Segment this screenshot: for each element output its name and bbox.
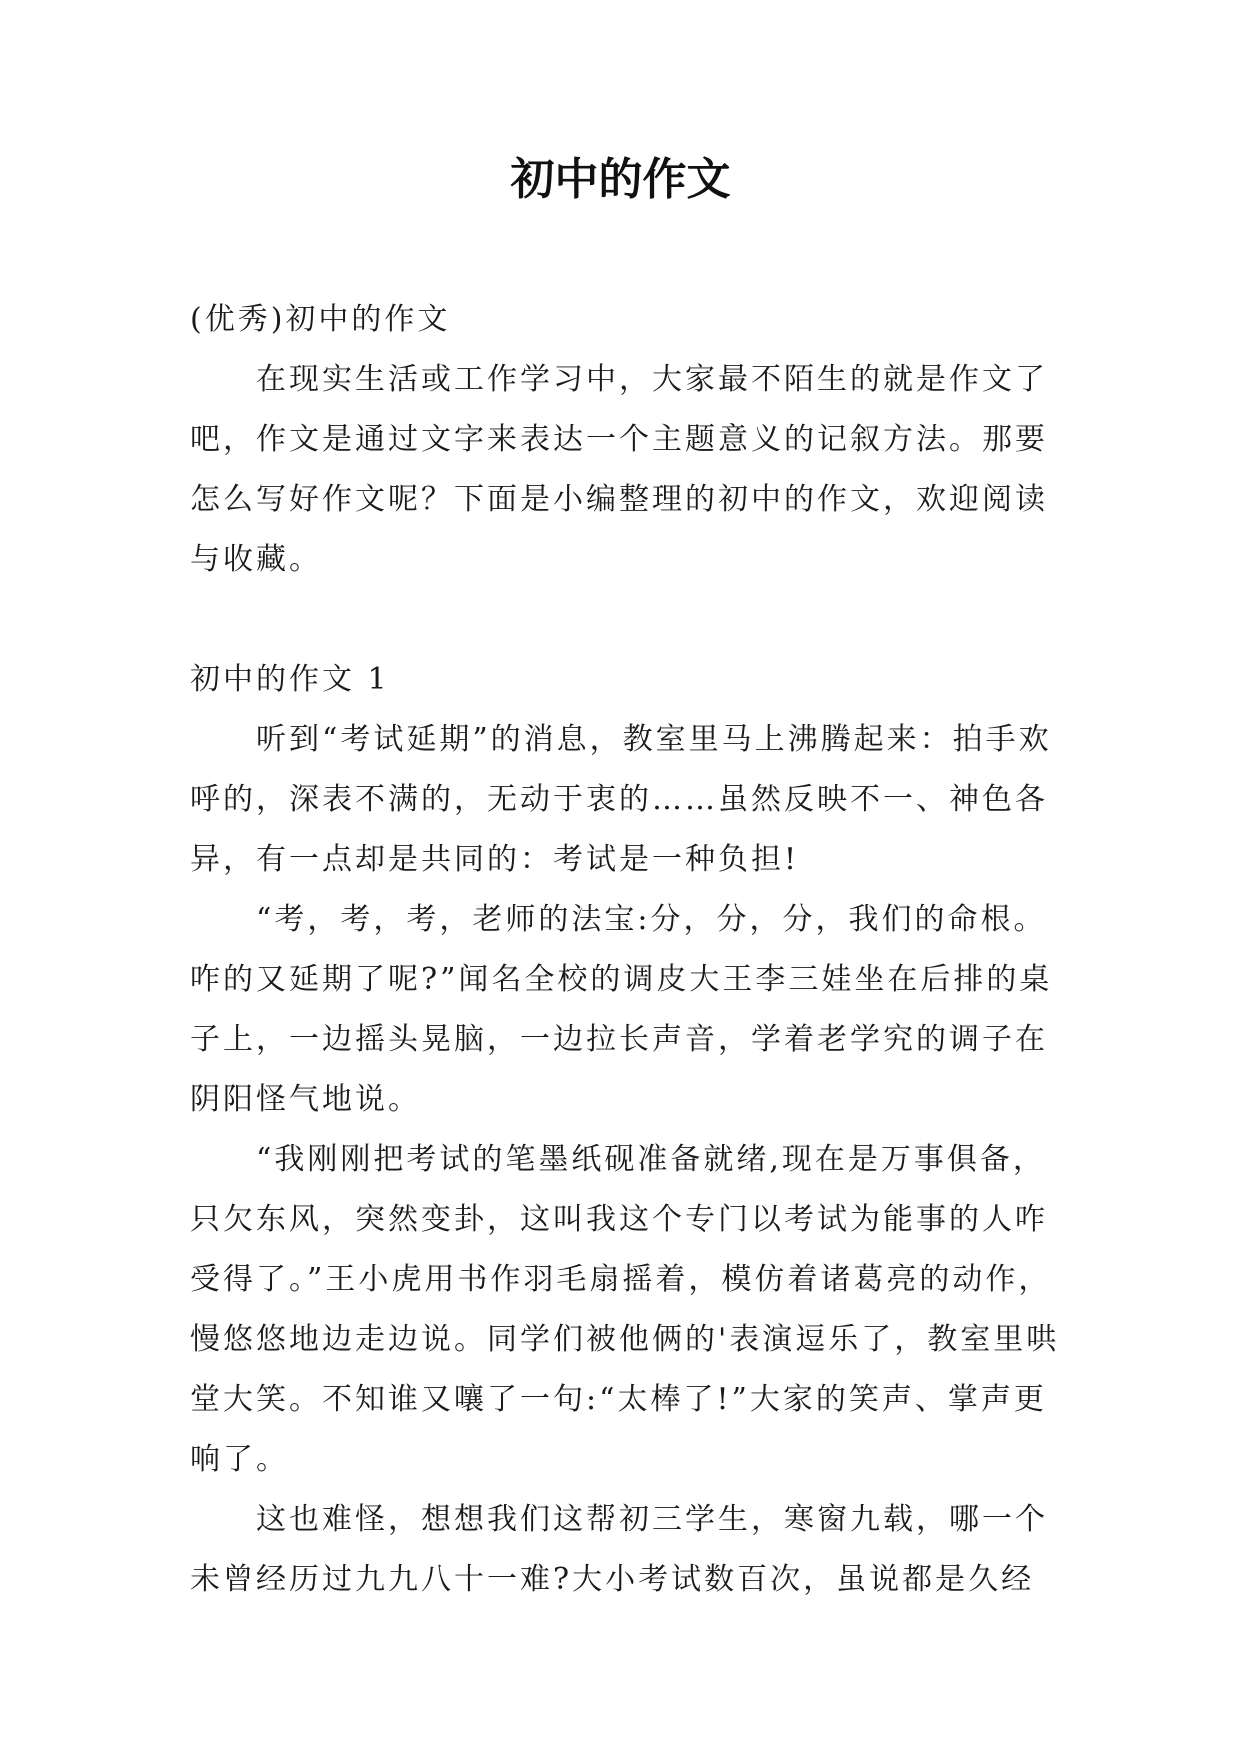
essay-paragraph: 这也难怪，想想我们这帮初三学生，寒窗九载，哪一个未曾经历过九九八十一难?大小考试数百次，虽说都是久经 bbox=[190, 1502, 1048, 1597]
essay-paragraph: “考，考，考，老师的法宝:分，分，分，我们的命根。咋的又延期了呢?”闻名全校的调皮大王李三娃坐在后排的桌子上，一边摇头晃脑，一边拉长声音，学着老学究的调子在阴阳怪气地说。 bbox=[190, 902, 1053, 1117]
section-gap bbox=[190, 590, 1060, 650]
intro-paragraph: 在现实生活或工作学习中，大家最不陌生的就是作文了吧，作文是通过文字来表达一个主题意义的记叙方法。那要怎么写好作文呢？下面是小编整理的初中的作文，欢迎阅读与收藏。 bbox=[190, 362, 1048, 577]
document-body bbox=[190, 290, 1060, 1610]
essay-paragraph: “我刚刚把考试的笔墨纸砚准备就绪,现在是万事俱备，只欠东风，突然变卦，这叫我这个专门以考试为能事的人咋受得了。”王小虎用书作羽毛扇摇着，模仿着诸葛亮的动作，慢悠悠地边走边说。同学们被他俩的'表演逗乐了，教室里哄堂大笑。不知谁又嚷了一句:“太棒了!”大家的笑声、掌声更响了。 bbox=[190, 1142, 1060, 1477]
document-title: 初中的作文 bbox=[510, 154, 731, 205]
section-heading: 初中的作文 1 bbox=[190, 662, 390, 697]
document-subtitle: (优秀)初中的作文 bbox=[190, 302, 451, 337]
essay-paragraph: 听到“考试延期”的消息，教室里马上沸腾起来：拍手欢呼的，深表不满的，无动于衷的……虽然反映不一、神色各异，有一点却是共同的：考试是一种负担! bbox=[190, 722, 1052, 877]
